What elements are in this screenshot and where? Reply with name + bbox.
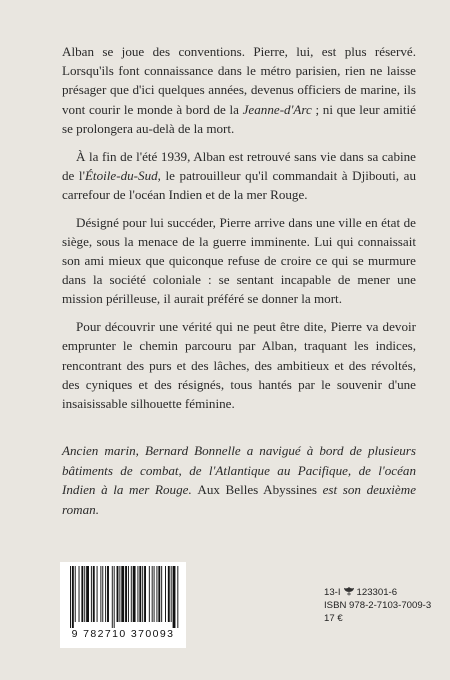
blurb-paragraph-4: Pour découvrir une vérité qui ne peut être dite, Pierre va devoir emprunter le chemin parcouru par Alban, traquant les indices, rencontrant des purs et des lâches, des ambitieux et des révoltés, des cyniques et des résignés, tous hantés par le souvenir d'une insaisissable silhouette féminine. — [62, 319, 416, 411]
fleuron-icon — [344, 587, 354, 596]
book-title: Aux Belles Abyssines — [197, 482, 317, 498]
blurb-paragraph-1 — [62, 42, 416, 138]
catalog-code — [324, 586, 434, 599]
barcode-bar — [107, 566, 109, 622]
barcode-bar — [165, 566, 166, 622]
blurb-text: ; ni que leur amitié se prolongera au-delà de la mort. — [62, 101, 416, 136]
barcode-number: 9 782710 370093 — [71, 628, 175, 640]
barcode-bar — [119, 566, 120, 622]
barcode-bar — [158, 566, 160, 622]
barcode-bar — [131, 566, 132, 622]
barcode-bar — [149, 566, 150, 622]
barcode-bar — [139, 566, 141, 622]
barcode-bar — [177, 566, 178, 628]
barcode-bar — [93, 566, 95, 622]
barcode-bar — [117, 566, 119, 622]
barcode-bar — [79, 566, 80, 622]
barcode-bar — [161, 566, 162, 622]
barcode-bar — [72, 566, 74, 628]
price: 17 € — [324, 613, 343, 624]
blurb-text: À la fin de l'été 1939, Alban est retrouvé sans vie dans sa cabine de l' — [62, 148, 416, 183]
barcode-bar — [144, 566, 146, 622]
barcode-bar — [70, 566, 71, 628]
barcode-bars — [60, 562, 186, 632]
author-bio — [62, 441, 416, 519]
barcode-bar — [100, 566, 101, 622]
catalog-code-right: 123301-6 — [356, 587, 398, 598]
blurb — [62, 42, 416, 422]
publisher-info — [324, 586, 434, 625]
barcode-bar — [75, 566, 76, 622]
barcode-bar — [114, 566, 115, 628]
barcode-bar — [171, 566, 172, 622]
barcode-bar — [81, 566, 83, 622]
bio-text: Ancien marin, Bernard Bonnelle a navigué à bord de plusieurs bâtiments de combat, de l'Atlantique au Pacifique, de l'océan Indien à la mer Rouge. — [62, 443, 416, 498]
barcode-bar — [91, 566, 92, 622]
barcode-bar — [102, 566, 103, 622]
barcode-bar — [86, 566, 89, 622]
barcode-bar — [125, 566, 127, 622]
barcode-bar — [133, 566, 136, 622]
barcode-bar — [156, 566, 157, 622]
barcode-bar — [105, 566, 106, 622]
barcode — [60, 562, 186, 648]
barcode-bar — [128, 566, 129, 622]
bio-text: est son deuxième roman. — [62, 482, 416, 517]
isbn: ISBN 978-2-7103-7009-3 — [324, 600, 432, 611]
barcode-bar — [112, 566, 113, 628]
ship-name: Étoile-du-Sud — [84, 167, 158, 183]
catalog-code-left: 13-I — [324, 587, 341, 598]
blurb-text: Alban se joue des conventions. Pierre, lui, est plus réservé. Lorsqu'ils font connaissance dans le métro parisien, rien ne laisse présager que d'ici quelques années, devenus officiers de marine, ils vont courir le monde à bord de la — [62, 44, 416, 117]
barcode-bar — [121, 566, 124, 622]
barcode-bar — [137, 566, 138, 622]
ship-name: Jeanne-d'Arc — [242, 101, 312, 117]
barcode-bar — [154, 566, 155, 622]
barcode-bar — [84, 566, 85, 622]
blurb-paragraph-2 — [62, 147, 416, 205]
barcode-bar — [152, 566, 153, 622]
author-bio-text — [62, 441, 416, 519]
barcode-bar — [97, 566, 98, 622]
barcode-bar — [173, 566, 176, 628]
blurb-text: , le patrouilleur qu'il commandait à Djibouti, au carrefour de l'océan Indien et de la mer Rouge. — [62, 167, 416, 202]
barcode-bar — [142, 566, 143, 622]
blurb-paragraph-3: Désigné pour lui succéder, Pierre arrive dans une ville en état de siège, sous la menace de la guerre imminente. Lui qui connaissait son ami mieux que quiconque refuse de croire ce qui se murmure dans la société coloniale : se sentant incapable de mener une mission périlleuse, il aurait préféré se donner la mort. — [62, 214, 416, 307]
barcode-bar — [168, 566, 170, 622]
